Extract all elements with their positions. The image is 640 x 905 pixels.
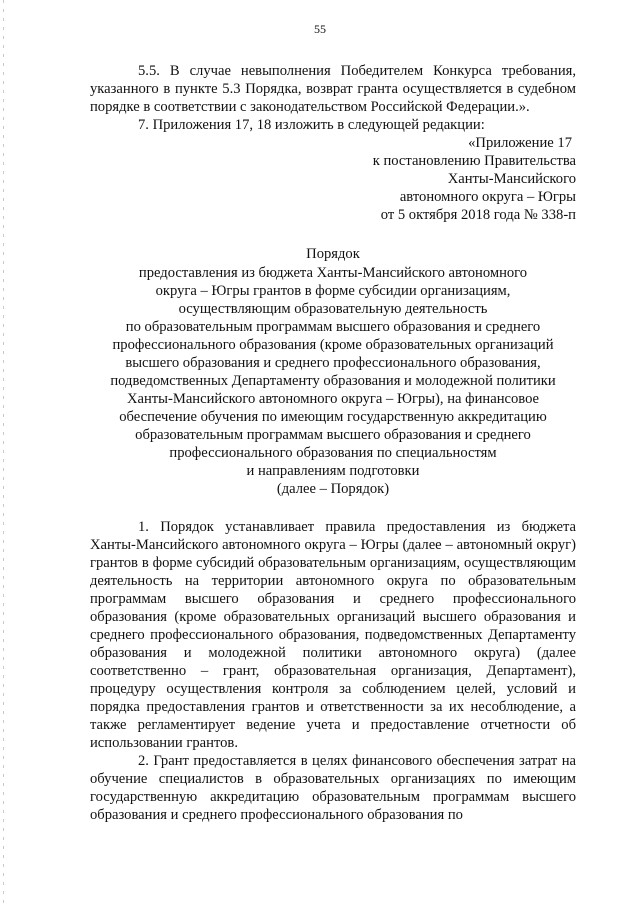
title-line: предоставления из бюджета Ханты-Мансийского автономного — [138, 265, 528, 281]
paragraph-7: 7. Приложения 17, 18 изложить в следующей редакции: — [138, 117, 485, 133]
page-number: 55 — [314, 22, 326, 36]
paragraph-1: 1. Порядок устанавливает правила предоставления из бюджета Ханты-Мансийского автономного округа – Югры (далее – автономный округ) грантов в форме субсидий образовательным организациям, осуществляющим деятельность на территории автономного округа по образовательным программам высшего образования и среднего профессионального образования (кроме образовательных организаций высшего образования и среднего профессионального образования, подведомственных Департаменту образования и молодежной политики автономного округа) (далее соответственно – грант, образовательная организация, Департамент), процедуру осуществления контроля за соблюдением целей, условий и порядка предоставления грантов и ответственности за их несоблюдение, а также регламентирует ведение учета и предоставление отчетности об использовании грантов. — [90, 519, 576, 751]
title-line: Порядок — [306, 246, 360, 262]
appendix-line-4: автономного округа – Югры — [399, 189, 576, 205]
title-line: округа – Югры грантов в форме субсидии организациям, — [155, 283, 511, 299]
appendix-line-5: от 5 октября 2018 года № 338-п — [380, 207, 576, 223]
title-line: Ханты-Мансийского автономного округа – Югры), на финансовое — [126, 391, 540, 407]
document-content — [90, 62, 576, 824]
title-line: по образовательным программам высшего образования и среднего — [125, 319, 541, 335]
paragraph-5-5: 5.5. В случае невыполнения Победителем Конкурса требования, указанного в пункте 5.3 Порядка, возврат гранта осуществляется в судебном порядке в соответствии с законодательством Российской Федерации.». — [90, 63, 576, 115]
appendix-header — [90, 134, 576, 224]
title-line: профессионального образования (кроме образовательных организаций — [112, 337, 554, 353]
appendix-line-2: к постановлению Правительства — [372, 153, 576, 169]
title-line: профессионального образования по специальностям — [169, 445, 497, 461]
title-line: осуществляющим образовательную деятельность — [178, 301, 488, 317]
title-line: образовательным программам высшего образования и среднего — [135, 427, 531, 443]
scan-edge-mark — [3, 0, 4, 905]
title-line: (далее – Порядок) — [276, 481, 390, 497]
title-line: высшего образования и среднего профессионального образования, — [125, 355, 541, 371]
document-title — [90, 245, 576, 498]
title-line: обеспечение обучения по имеющим государственную аккредитацию — [119, 409, 547, 425]
paragraph-2: 2. Грант предоставляется в целях финансового обеспечения затрат на обучение специалистов в образовательных организациях по имеющим государственную аккредитацию образовательным программам высшего образования и среднего профессионального образования по — [90, 753, 576, 823]
title-line: и направлениям подготовки — [246, 463, 420, 479]
appendix-line-3: Ханты-Мансийского — [447, 171, 576, 187]
title-line: подведомственных Департаменту образования и молодежной политики — [110, 373, 556, 389]
appendix-line-1: «Приложение 17 — [468, 135, 572, 151]
